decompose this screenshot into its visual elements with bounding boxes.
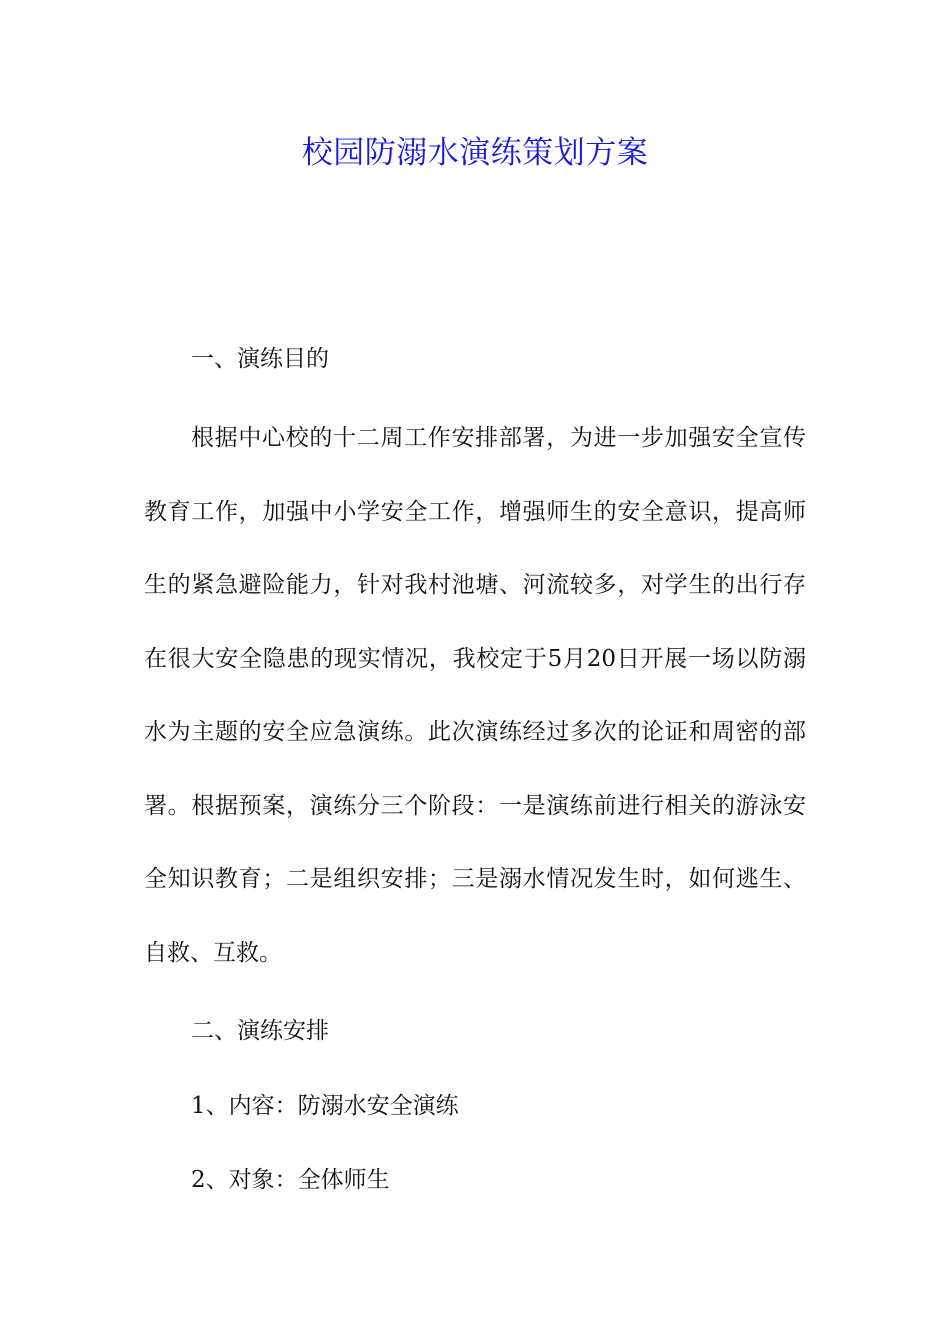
- section-heading-purpose: 一、演练目的: [191, 346, 329, 372]
- document-title: 校园防溺水演练策划方案: [301, 135, 649, 171]
- list-item-content: 1、内容：防溺水安全演练: [191, 1093, 459, 1119]
- list-item-target: 2、对象：全体师生: [191, 1167, 390, 1193]
- section-heading-arrangement: 二、演练安排: [191, 1018, 329, 1044]
- section-paragraph-purpose: 根据中心校的十二周工作安排部署，为进一步加强安全宣传教育工作，加强中小学安全工作，增强师生的安全意识，提高师生的紧急避险能力，针对我村池塘、河流较多，对学生的出行存在很大安全隐患的现实情况，我校定于5月20日开展一场以防溺水为主题的安全应急演练。此次演练经过多次的论证和周密的部署。根据预案，演练分三个阶段：一是演练前进行相关的游泳安全知识教育；二是组织安排；三是溺水情况发生时，如何逃生、自救、互救。: [144, 425, 806, 966]
- section-paragraph-purpose-wrap: [144, 402, 806, 990]
